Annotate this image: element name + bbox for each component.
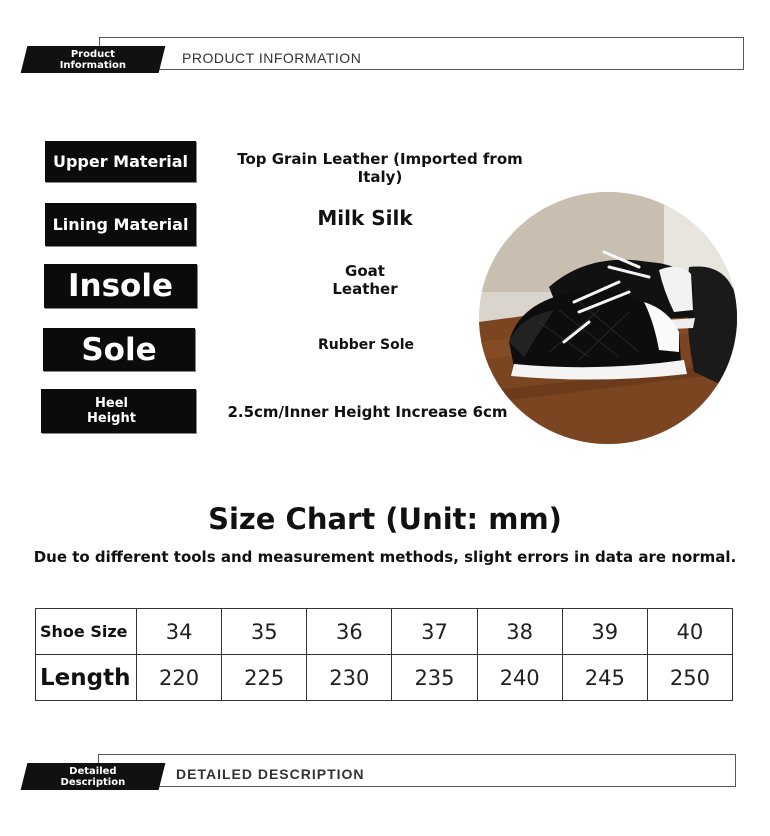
size-cell: 36 bbox=[307, 609, 392, 655]
row-header-length: Length bbox=[36, 655, 137, 701]
length-cell: 240 bbox=[477, 655, 562, 701]
size-chart-note: Due to different tools and measurement methods, slight errors in data are normal. bbox=[33, 548, 737, 566]
spec-value-heel-height: 2.5cm/Inner Height Increase 6cm bbox=[227, 403, 508, 421]
section-title: PRODUCT INFORMATION bbox=[182, 50, 362, 66]
spec-label-upper-material: Upper Material bbox=[45, 141, 196, 182]
spec-label-lining-material: Lining Material bbox=[45, 203, 196, 246]
length-cell: 245 bbox=[562, 655, 647, 701]
length-cell: 250 bbox=[647, 655, 732, 701]
length-cell: 225 bbox=[222, 655, 307, 701]
table-row bbox=[36, 655, 733, 701]
section-tag-label: Detailed Description bbox=[60, 765, 126, 788]
shoe-photo bbox=[479, 192, 737, 444]
size-cell: 35 bbox=[222, 609, 307, 655]
heel-height-label-text: Heel Height bbox=[87, 396, 136, 426]
size-chart-title: Size Chart (Unit: mm) bbox=[208, 502, 562, 536]
spec-label-insole: Insole bbox=[44, 264, 197, 308]
spec-value-lining-material: Milk Silk bbox=[317, 206, 413, 230]
section-tag bbox=[21, 46, 166, 73]
size-table bbox=[35, 608, 733, 701]
spec-label-sole: Sole bbox=[43, 328, 195, 371]
section-title: DETAILED DESCRIPTION bbox=[176, 766, 365, 782]
length-cell: 230 bbox=[307, 655, 392, 701]
spec-value-insole: Goat Leather bbox=[332, 262, 398, 298]
shoe-photo-image bbox=[479, 192, 737, 444]
size-cell: 40 bbox=[647, 609, 732, 655]
spec-value-upper-material: Top Grain Leather (Imported from Italy) bbox=[237, 150, 523, 186]
length-cell: 235 bbox=[392, 655, 477, 701]
table-row bbox=[36, 609, 733, 655]
size-cell: 39 bbox=[562, 609, 647, 655]
size-cell: 34 bbox=[137, 609, 222, 655]
row-header-shoe-size: Shoe Size bbox=[36, 609, 137, 655]
spec-value-sole: Rubber Sole bbox=[317, 337, 415, 353]
section-tag bbox=[21, 763, 166, 790]
spec-label-heel-height bbox=[41, 389, 196, 433]
section-tag-label: Product Information bbox=[59, 48, 127, 71]
size-cell: 37 bbox=[392, 609, 477, 655]
length-cell: 220 bbox=[137, 655, 222, 701]
size-cell: 38 bbox=[477, 609, 562, 655]
